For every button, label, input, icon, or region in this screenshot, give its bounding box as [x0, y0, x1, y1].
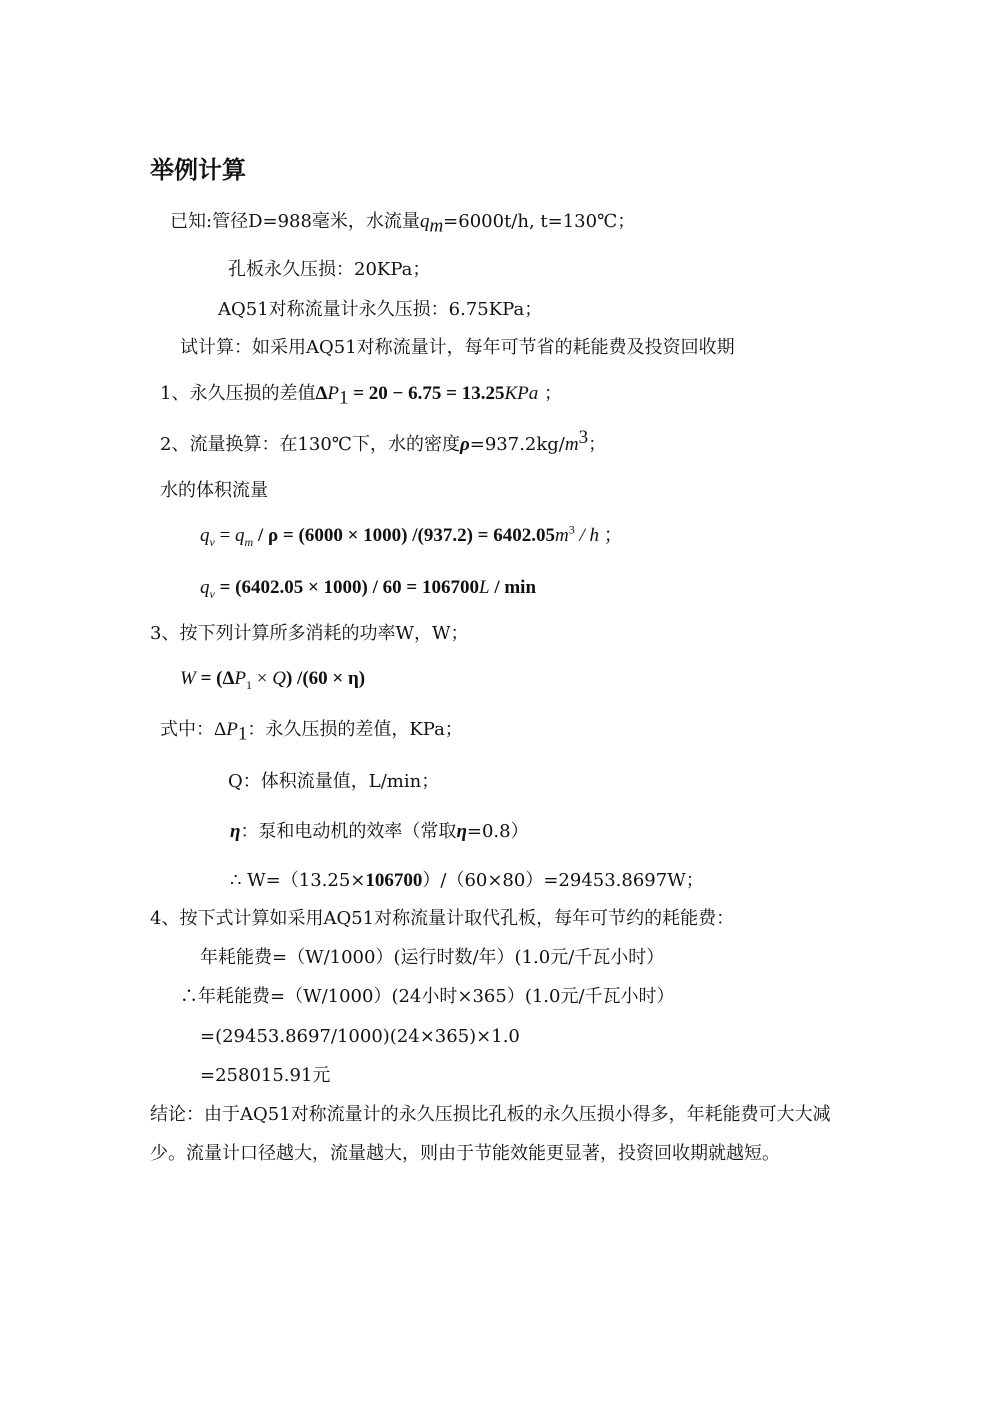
power-formula: [180, 667, 365, 691]
rho-symbol: ρ: [459, 434, 470, 455]
formula-times: ×: [252, 668, 273, 689]
eq1-unit-sup: 3: [568, 522, 575, 537]
formula-q: Q: [272, 668, 286, 689]
step1-line: [160, 382, 562, 409]
step1-expression: = 20 − 6.75 = 13.25: [348, 383, 505, 404]
eq1-unit-h: / h: [574, 525, 600, 546]
where-p-sub: 1: [237, 723, 248, 745]
given-orifice-loss: 孔板永久压损：20KPa；: [228, 259, 431, 280]
p-subscript: 1: [338, 387, 349, 409]
w-symbol: W: [180, 668, 196, 689]
eq1-over-rho: / ρ: [253, 525, 279, 546]
eta-symbol-inline: η: [456, 821, 467, 842]
eta-def-prefix: ：泵和电动机的效率（常取: [240, 821, 457, 842]
where-p: P: [226, 719, 238, 740]
given-line-pipe: [170, 210, 636, 237]
where-definition: ：永久压损的差值，KPa；: [247, 719, 463, 740]
result-suffix: ）/（60×80）=29453.8697W；: [422, 870, 704, 891]
q-definition: Q：体积流量值，L/min；: [228, 771, 440, 792]
step1-prefix: 1、永久压损的差值: [160, 383, 316, 404]
annual-cost-result: =258015.91元: [200, 1065, 331, 1086]
eta-def-suffix: =0.8）: [466, 821, 529, 842]
power-result: [230, 869, 704, 893]
equation-qv-minute: [200, 576, 536, 600]
eta-definition: [230, 820, 529, 844]
eq2-unit-l: L: [479, 577, 490, 598]
result-prefix: ∴ W=（13.25×: [230, 870, 366, 891]
step1-unit: KPa: [504, 383, 539, 404]
step4-heading: 4、按下式计算如采用AQ51对称流量计取代孔板，每年可节约的耗能费：: [150, 908, 735, 929]
result-bold-value: 106700: [365, 870, 423, 891]
where-prefix: 式中：: [160, 719, 214, 740]
eq1-unit-m: m: [555, 525, 569, 546]
given-line1-prefix: 已知:管径D=988毫米，水流量: [170, 211, 420, 232]
equation-qv-hour: [200, 524, 623, 548]
annual-cost-numeric: =(29453.8697/1000)(24×365)×1.0: [200, 1026, 520, 1047]
step2-line: [160, 427, 607, 457]
given-aq51-loss: AQ51对称流量计永久压损：6.75KPa；: [218, 299, 543, 320]
qv-subscript-2: v: [209, 586, 215, 601]
where-delta: Δ: [214, 719, 227, 740]
formula-p: P: [234, 668, 247, 689]
qv-symbol-2: q: [200, 577, 210, 598]
qm-subscript-eq: m: [244, 534, 254, 549]
m-symbol: m: [564, 434, 579, 455]
step2-suffix: ；: [588, 434, 607, 455]
step2-density: =937.2kg/: [469, 434, 565, 455]
step2-prefix: 2、流量换算：在130℃下，水的密度: [160, 434, 460, 455]
formula-open: = (Δ: [195, 668, 235, 689]
eq2-expression: = (6402.05 × 1000) / 60 = 106700: [214, 577, 479, 598]
formula-rest: ) /(60 × η): [285, 668, 366, 689]
eq1-expression: = (6000 × 1000) /(937.2) = 6402.05: [278, 525, 555, 546]
conclusion: 结论：由于AQ51对称流量计的永久压损比孔板的永久压损小得多，年耗能费可大大减少。流量计口径越大，流量越大，则由于节能效能更显著，投资回收期就越短。: [150, 1104, 831, 1164]
qv-subscript: v: [209, 534, 215, 549]
eq2-unit-min: / min: [489, 577, 537, 598]
qv-symbol: q: [200, 525, 210, 546]
step1-suffix: ；: [538, 383, 562, 404]
eq1-equals: =: [214, 525, 236, 546]
step3-heading: 3、按下列计算所多消耗的功率W，W；: [150, 623, 469, 644]
page-title: 举例计算: [150, 156, 246, 184]
annual-cost-formula: 年耗能费=（W/1000）(运行时数/年）(1.0元/千瓦小时）: [200, 947, 665, 968]
formula-p-sub: 1: [246, 677, 253, 692]
qm-subscript: m: [429, 215, 444, 237]
where-delta-line: [160, 718, 463, 745]
qm-symbol: q: [419, 211, 430, 232]
given-line1-suffix: =6000t/h, t=130℃；: [443, 211, 636, 232]
eq1-suffix: ；: [599, 525, 623, 546]
p-symbol: P: [327, 383, 339, 404]
qm-symbol-eq: q: [235, 525, 245, 546]
m-superscript: 3: [578, 427, 589, 448]
given-question: 试计算：如采用AQ51对称流量计，每年可节省的耗能费及投资回收期: [180, 337, 735, 358]
eta-symbol: η: [230, 821, 241, 842]
annual-cost-substituted: ∴年耗能费=（W/1000）(24小时×365）(1.0元/千瓦小时）: [180, 986, 675, 1007]
delta-symbol: Δ: [315, 383, 328, 404]
volume-flow-label: 水的体积流量: [160, 480, 268, 501]
